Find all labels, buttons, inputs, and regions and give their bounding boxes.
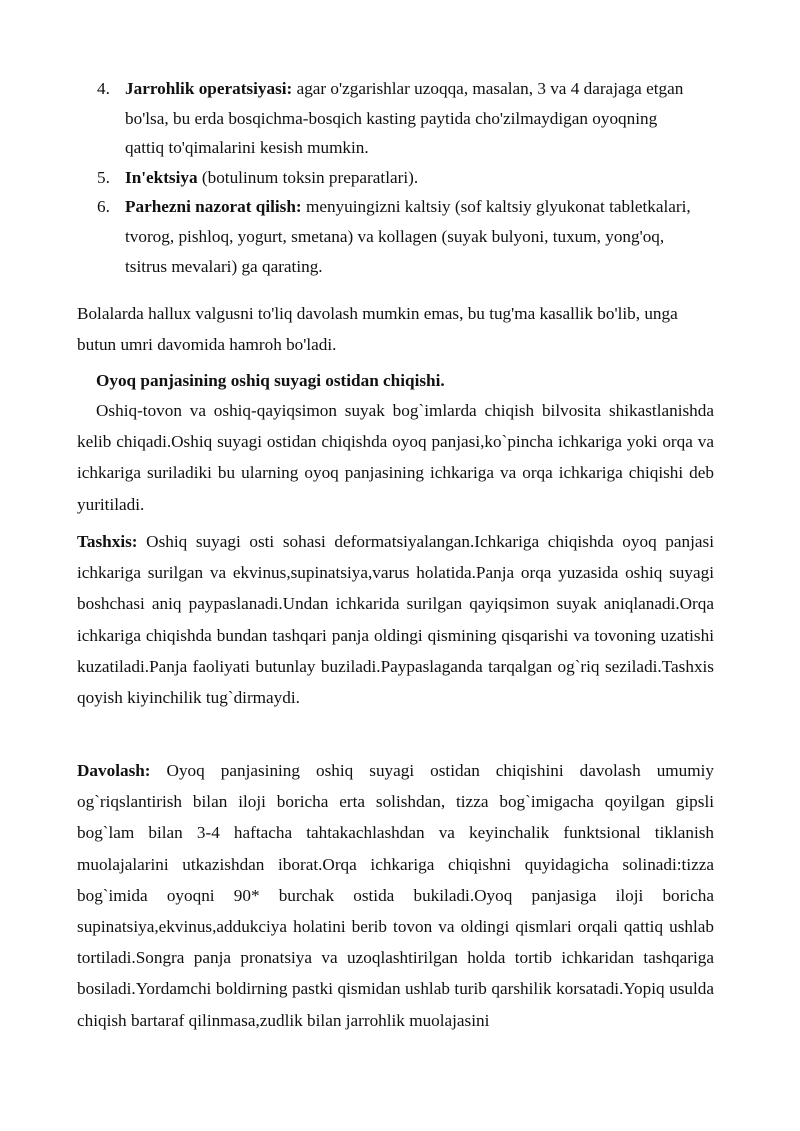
list-text xyxy=(125,192,697,281)
list-item xyxy=(97,192,717,281)
list-item-body: (botulinum toksin preparatlari). xyxy=(197,167,419,187)
list-number: 6. xyxy=(97,197,110,217)
children-note: Bolalarda hallux valgusni to'liq davolash mumkin emas, bu tug'ma kasallik bo'lib, unga butun umri davomida hamroh bo'ladi. xyxy=(77,304,678,354)
diagnosis-paragraph xyxy=(77,526,714,713)
treatment-label: Davolash: xyxy=(77,761,151,780)
list-item xyxy=(97,163,717,193)
treatment-text: Oyoq panjasining oshiq suyagi ostidan chiqishini davolash umumiy og`riqslantirish bilan iloji boricha erta solishdan, tizza bog`imigacha qoyilgan gipsli bog`lam bilan 3-4 haftacha tahtakachlashdan va keyinchalik funktsional tiklanish muolajalarini utkazishdan iborat.Orqa ichkariga chiqishni quyidagicha solinadi:tizza bog`imida oyoqni 90* burchak ostida bukiladi.Oyoq panjasiga iloji boricha supinatsiya,ekvinus,addukciya holatini berib tovon va oldingi qismlari orqali qattiq ushlab tortiladi.Songra panja pronatsiya va uzoqlashtirilgan holda tortib ichkaridan tashqariga bosiladi.Yordamchi boldirning pastki qismidan ushlab turib qarshilik korsatadi.Yopiq usulda chiqish bartaraf qilinmasa,zudlik bilan jarrohlik muolajasini xyxy=(77,761,714,1030)
list-item-body: menyuingizni kaltsiy (sof kaltsiy glyukonat tabletkalari, tvorog, pishloq, yogurt, smetana) va kollagen (suyak bulyoni, tuxum, yong'oq, tsitrus mevalari) ga qarating. xyxy=(125,197,691,276)
list-text xyxy=(125,163,697,193)
list-item-label: In'ektsiya xyxy=(125,167,198,187)
list-number: 4. xyxy=(97,79,110,98)
diagnosis-text: Oshiq suyagi osti sohasi deformatsiyalangan.Ichkariga chiqishda oyoq panjasi ichkariga surilgan va ekvinus,supinatsiya,varus holatida.Panja orqa yuzasida oshiq suyagi boshchasi aniq paypaslanadi.Undan ichkarida surilgan qayiqsimon suyak aniqlanadi.Orqa ichkariga chiqishda bundan tashqari panja oldingi qismining qisqarishi va tovoning uzatishi kuzatiladi.Panja faoliyati butunlay buziladi.Paypaslaganda tarqalgan og`riq seziladi.Tashxis qoyish kiyinchilik tug`dirmaydi. xyxy=(77,532,714,708)
list-item-body: agar o'zgarishlar uzoqqa, masalan, 3 va 4 darajaga etgan bo'lsa, bu erda bosqichma-bosqich kasting paytida cho'zilmaydigan oyoqning qattiq to'qimalarini kesish mumkin. xyxy=(125,79,684,158)
diagnosis-label: Tashxis: xyxy=(77,532,138,551)
intro-paragraph: Oshiq-tovon va oshiq-qayiqsimon suyak bog`imlarda chiqish bilvosita shikastlanishda kelib chiqadi.Oshiq suyagi ostidan chiqishda oyoq panjasi,ko`pincha ichkariga yoki orqa va ichkariga suriladiki bu ularning oyoq panjasining ichkariga va orqa ichkariga chiqishi deb yuritiladi. xyxy=(77,401,714,514)
list-text xyxy=(125,74,697,163)
list-number: 5. xyxy=(97,167,110,187)
list-item-label: Jarrohlik operatsiyasi: xyxy=(125,79,293,98)
treatment-paragraph xyxy=(77,755,714,1036)
list-item xyxy=(97,74,717,163)
list-item-label: Parhezni nazorat qilish: xyxy=(125,197,302,217)
numbered-list xyxy=(97,74,717,281)
section-title: Oyoq panjasining oshiq suyagi ostidan chiqishi. xyxy=(96,371,445,390)
